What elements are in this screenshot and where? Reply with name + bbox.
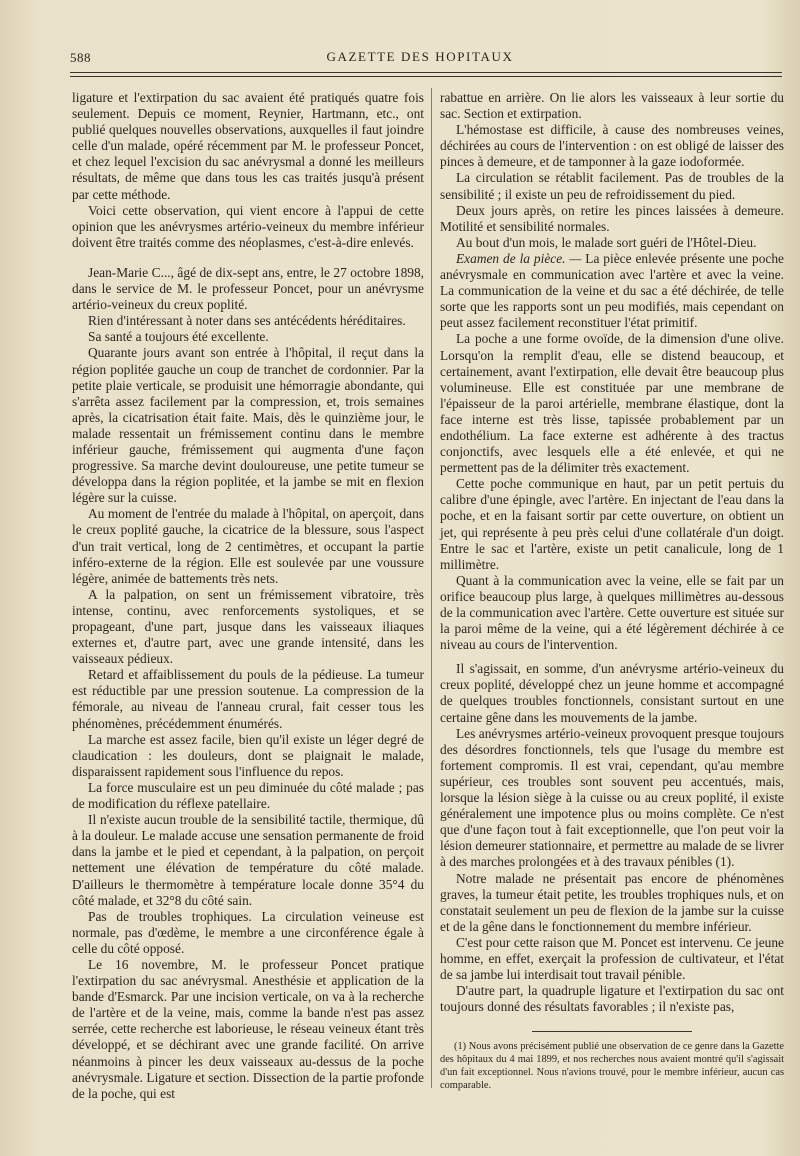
- paragraph: La circulation se rétablit facilement. Pas de troubles de la sensibilité ; il existe un peu de refroidissement du pied.: [440, 170, 784, 202]
- paragraph: C'est pour cette raison que M. Poncet est intervenu. Ce jeune homme, en effet, exerçait la profession de cultivateur, et l'état de sa jambe lui interdisait tout travail pénible.: [440, 934, 784, 983]
- page-number: 588: [70, 50, 91, 65]
- paragraph: Il s'agissait, en somme, d'un anévrysme artério-veineux du creux poplité, développé chez un jeune homme et accompagné de quelques troubles fonctionnels, consistant surtout en une certaine gêne dans les mouvements de la jambe.: [440, 661, 784, 725]
- paragraph: La force musculaire est un peu diminuée du côté malade ; pas de modification du réflexe patellaire.: [72, 779, 424, 812]
- paragraph: La poche a une forme ovoïde, de la dimension d'une olive. Lorsqu'on la remplit d'eau, elle se distend beaucoup, et certainement, avant l'extirpation, elle devait être beaucoup plus volumineuse. Elle est constituée par une membrane de l'épaisseur de la paroi artérielle, membrane élastique, dont la face interne est très lisse, tapissée probablement par un endothélium. La face externe est adhérente à des tractus conjonctifs, avec lesquels elle a été enlevée, et qui ne permettent pas de la délimiter très exactement.: [440, 331, 784, 476]
- header-rule-double: [70, 76, 782, 77]
- paragraph: Le 16 novembre, M. le professeur Poncet pratique l'extirpation du sac anévrysmal. Anesthésie et application de la bande d'Esmarck. Par une incision verticale, on va à la recherche de l'artère et de la veine, mais, comme la bande n'est pas assez serrée, cette recherche est laborieuse, le réseau veineux étant très développé, et se déchirant avec une grande facilité. On arrive néanmoins à pincer les deux vaisseaux au-dessus de la poche anévrysmale. Ligature et section. Dissection de la partie profonde de la poche, qui est: [72, 956, 424, 1101]
- paragraph: A la palpation, on sent un frémissement vibratoire, très intense, continu, avec renforcements systoliques, et se propageant, d'une part, jusque dans les vaisseaux iliaques externes et, d'autre part, avec une grande intensité, dans les vaisseaux pédieux.: [72, 586, 424, 667]
- paragraph: Notre malade ne présentait pas encore de phénomènes graves, la tumeur était petite, les troubles trophiques nuls, et on constatait seulement un peu de flexion de la jambe sur la cuisse et de la gêne dans le fonctionnement du membre inférieur.: [440, 870, 784, 934]
- paragraph: L'hémostase est difficile, à cause des nombreuses veines, déchirées au cours de l'intervention : on est obligé de laisser des pinces à demeure, et de tamponner à la gaze iodoformée.: [440, 122, 784, 170]
- header-rule: [70, 72, 782, 73]
- journal-title: GAZETTE DES HOPITAUX: [326, 49, 514, 64]
- section-label: Examen de la pièce. —: [456, 250, 582, 266]
- paragraph: Cette poche communique en haut, par un petit pertuis du calibre d'une épingle, avec l'artère. En injectant de l'eau dans la poche, et en la faisant sortir par cette ouverture, on obtient un jet, qui représente à peu près celui d'une collatérale d'un doigt. Entre le sac et l'artère, existe un petit canalicule, long de 1 millimètre.: [440, 476, 784, 572]
- paragraph: Sa santé a toujours été excellente.: [88, 329, 269, 345]
- column-divider: [431, 88, 432, 1088]
- paragraph: Jean-Marie C..., âgé de dix-sept ans, entre, le 27 octobre 1898, dans le service de M. le professeur Poncet, pour un anévrysme artério-veineux du creux poplité.: [72, 264, 424, 313]
- footnote: (1) Nous avons précisément publié une observation de ce genre dans la Gazette des hôpitaux du 4 mai 1899, et nos recherches nous avaient montré qu'il s'agissait d'un fait exceptionnel. Nous n'avions trouvé, pour le membre inférieur, aucun cas comparable.: [440, 1041, 784, 1092]
- footnote-rule: [532, 1031, 692, 1032]
- paragraph: ligature et l'extirpation du sac avaient été pratiqués quatre fois seulement. Depuis ce moment, Reynier, Hartmann, etc., ont publié quelques nouvelles observations, auxquelles il faut joindre celle d'un malade, opéré récemment par M. le professeur Poncet, et chez lequel l'excision du sac anévrysmal a donné les meilleurs résultats, de même que dans tous les cas traités jusqu'à présent par cette méthode.: [72, 90, 424, 202]
- paragraph: rabattue en arrière. On lie alors les vaisseaux à leur sortie du sac. Section et extirpation.: [440, 90, 784, 122]
- paragraph: Pas de troubles trophiques. La circulation veineuse est normale, pas d'œdème, le membre a une circonférence égale à celle du côté opposé.: [72, 908, 424, 956]
- paragraph: Deux jours après, on retire les pinces laissées à demeure. Motilité et sensibilité normales.: [440, 202, 784, 234]
- paragraph: Voici cette observation, qui vient encore à l'appui de cette opinion que les anévrysmes artério-veineux du membre inférieur doivent être traités comme des néoplasmes, c'est-à-dire enlevés.: [72, 202, 424, 250]
- paragraph: Les anévrysmes artério-veineux provoquent presque toujours des désordres fonctionnels, tels que l'usage du membre est fortement compromis. Il est vrai, cependant, qu'au membre supérieur, ces troubles sont souvent peu accentués, mais, lorsque la lésion siège à la cuisse ou au creux poplité, il existe généralement une impotence plus ou moins complète. Ce n'est que d'une façon tout à fait exceptionnelle, que l'on peut voir la lésion demeurer stationnaire, et permettre au malade de se livrer à des marches prolongées et à des travaux pénibles (1).: [440, 725, 784, 870]
- paragraph: Il n'existe aucun trouble de la sensibilité tactile, thermique, dû à la douleur. Le malade accuse une sensation permanente de froid dans la jambe et le pied et cependant, à la palpation, on perçoit nettement une élévation de température du côté malade. D'ailleurs le thermomètre à température locale donne 35°4 du côté malade, et 32°8 du côté sain.: [72, 812, 424, 908]
- paragraph: Rien d'intéressant à noter dans ses antécédents héréditaires.: [88, 313, 406, 329]
- right-column: [440, 90, 784, 1092]
- paragraph: [440, 251, 784, 331]
- paragraph: La marche est assez facile, bien qu'il existe un léger degré de claudication : les douleurs, dont se plaignait le malade, disparaissent rapidement sous l'influence du repos.: [72, 731, 424, 779]
- page-header: [60, 46, 780, 68]
- paragraph: Au bout d'un mois, le malade sort guéri de l'Hôtel-Dieu.: [456, 234, 757, 250]
- paragraph: D'autre part, la quadruple ligature et l'extirpation du sac ont toujours donné des résultats favorables ; il n'existe pas,: [440, 983, 784, 1015]
- paragraph: Quarante jours avant son entrée à l'hôpital, il reçut dans la région poplitée gauche un coup de tranchet de cordonnier. Par la petite plaie verticale, se produisit une hémorragie abondante, qui s'arrêta assez facilement par la compression, et, trois semaines après, la cicatrisation était faite. Mais, dès le quinzième jour, le malade ressentait un frémissement continu dans le membre inférieur gauche, frémissement qui augmenta d'une façon progressive. Sa marche devint douloureuse, une petite tumeur se développa dans la région poplitée, et la jambe se mit en flexion légère sur la cuisse.: [72, 345, 424, 506]
- paragraph: Quant à la communication avec la veine, elle se fait par un orifice beaucoup plus large, à quelques millimètres au-dessous de la communication avec l'artère. Cette ouverture est située sur la paroi même de la veine, qui a été légèrement déchirée à ce niveau au cours de l'intervention.: [440, 572, 784, 653]
- left-column: [72, 90, 424, 1102]
- paragraph-text: La pièce enlevée présente une poche anévrysmale en communication avec l'artère et avec la veine. La communication de la veine et du sac a été déchirée, de telle sorte que les rapports sont un peu modifiés, mais cependant on peut assez facilement reconstituer l'état primitif.: [440, 250, 784, 331]
- paragraph: Retard et affaiblissement du pouls de la pédieuse. La tumeur est réductible par une pression soutenue. La compression de la fémorale, au niveau de l'anneau crural, fait cesser tous les phénomènes, précédemment énumérés.: [72, 667, 424, 731]
- paragraph: Au moment de l'entrée du malade à l'hôpital, on aperçoit, dans le creux poplité gauche, la cicatrice de la blessure, sous l'aspect d'un trait vertical, long de 2 centimètres, et occupant la partie inféro-externe de la région. Elle est soulevée par une voussure légère, animée de battements très nets.: [72, 506, 424, 586]
